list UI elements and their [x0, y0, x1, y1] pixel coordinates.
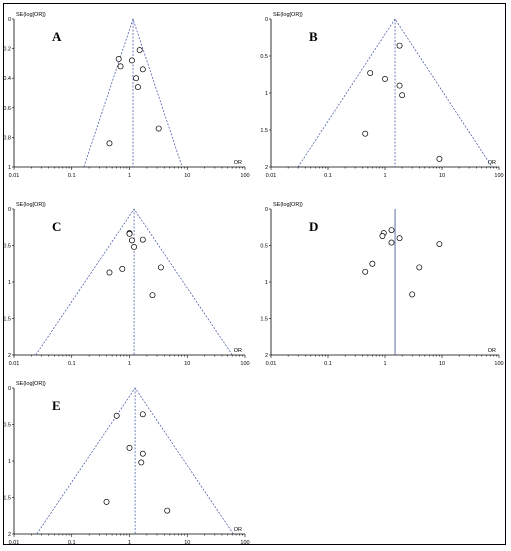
study-point: [437, 241, 442, 246]
y-tick-label: 1: [264, 91, 268, 97]
study-point: [104, 499, 109, 504]
study-point: [368, 70, 373, 75]
y-axis-title: SE(log[OR]): [16, 202, 46, 208]
y-tick-label: 1: [7, 459, 11, 465]
y-tick-label: 1: [264, 280, 268, 286]
y-tick-label: 0.5: [4, 422, 11, 429]
study-point: [363, 269, 368, 274]
y-tick-label: 1.5: [260, 316, 268, 323]
y-tick-label: 1.5: [4, 316, 11, 323]
study-point: [140, 237, 145, 242]
y-tick-label: 2: [264, 165, 268, 171]
figure-frame: [3, 3, 506, 545]
study-point: [135, 84, 140, 89]
study-point: [410, 292, 415, 297]
x-axis-title: OR: [233, 527, 242, 533]
y-tick-label: 1: [7, 280, 11, 286]
panel-c: [4, 202, 250, 367]
study-point: [158, 265, 163, 270]
study-point: [397, 236, 402, 241]
y-tick-label: 0: [7, 386, 11, 392]
panel-b: [260, 12, 503, 179]
study-point: [150, 293, 155, 298]
study-point: [397, 83, 402, 88]
panel-label: B: [309, 29, 318, 44]
x-tick-label: 100: [494, 173, 504, 179]
x-tick-label: 10: [184, 361, 191, 367]
x-tick-label: 0.01: [8, 540, 20, 546]
x-tick-label: 10: [438, 173, 446, 179]
x-tick-label: 10: [438, 361, 446, 367]
y-tick-label: 0.4: [4, 76, 11, 83]
x-tick-label: 100: [240, 173, 250, 179]
x-axis-title: OR: [487, 160, 496, 166]
y-tick-label: 2: [7, 532, 11, 538]
panel-label: D: [309, 219, 319, 234]
y-tick-label: 2: [7, 353, 11, 359]
study-point: [127, 231, 132, 236]
x-tick-label: 1: [127, 361, 132, 367]
study-point: [380, 233, 385, 238]
x-tick-label: 100: [240, 540, 250, 546]
study-point: [156, 126, 161, 131]
study-point: [137, 47, 142, 52]
y-tick-label: 0.8: [4, 135, 11, 142]
y-tick-label: 1.5: [260, 128, 268, 134]
panel-label: A: [52, 29, 62, 44]
y-tick-label: 0.2: [4, 46, 11, 53]
study-point: [107, 270, 112, 275]
x-tick-label: 1: [383, 173, 387, 179]
study-point: [417, 265, 422, 270]
study-point: [389, 240, 394, 245]
x-tick-label: 0.1: [324, 173, 332, 179]
y-tick-label: 0.5: [4, 243, 11, 250]
study-point: [114, 413, 119, 418]
study-point: [107, 141, 112, 146]
y-tick-label: 0: [264, 207, 268, 213]
y-tick-label: 0.5: [260, 54, 268, 60]
study-point: [140, 67, 145, 72]
x-tick-label: 0.01: [265, 361, 277, 367]
x-tick-label: 0.01: [8, 173, 20, 179]
x-tick-label: 0.01: [265, 173, 277, 179]
y-tick-label: 2: [264, 353, 268, 359]
x-tick-label: 0.1: [324, 361, 332, 367]
y-tick-label: 0.6: [4, 105, 11, 112]
x-axis-title: OR: [487, 348, 496, 354]
study-point: [437, 156, 442, 161]
study-point: [389, 228, 394, 233]
panel-label: E: [52, 398, 61, 413]
study-point: [363, 131, 368, 136]
panel-e: [4, 381, 250, 546]
study-point: [139, 460, 144, 465]
study-point: [118, 64, 123, 69]
x-tick-label: 100: [494, 361, 504, 367]
y-axis-title: SE(log[OR]): [273, 202, 303, 208]
x-tick-label: 1: [127, 540, 132, 546]
x-tick-label: 100: [240, 361, 250, 367]
x-tick-label: 1: [127, 173, 132, 179]
y-axis-title: SE(log[OR]): [273, 12, 303, 18]
y-axis-title: SE(log[OR]): [16, 12, 46, 18]
y-tick-label: 0.5: [260, 243, 268, 250]
study-point: [165, 508, 170, 513]
study-point: [133, 76, 138, 81]
x-tick-label: 0.1: [67, 361, 76, 367]
study-point: [140, 451, 145, 456]
x-axis-title: OR: [233, 160, 242, 166]
study-point: [140, 412, 145, 417]
y-tick-label: 1.5: [4, 495, 11, 502]
funnel-plots: [4, 4, 507, 546]
y-tick-label: 0: [264, 17, 268, 23]
panel-d: [260, 202, 503, 367]
x-tick-label: 1: [383, 361, 387, 367]
y-tick-label: 0: [7, 207, 11, 213]
study-point: [397, 43, 402, 48]
y-tick-label: 1: [7, 165, 11, 171]
y-axis-title: SE(log[OR]): [16, 381, 46, 387]
x-axis-title: OR: [233, 348, 242, 354]
study-point: [127, 445, 132, 450]
study-point: [129, 238, 134, 243]
study-point: [370, 261, 375, 266]
x-tick-label: 10: [184, 173, 191, 179]
study-point: [129, 58, 134, 63]
study-point: [400, 93, 405, 98]
study-point: [382, 76, 387, 81]
study-point: [120, 266, 125, 271]
study-point: [116, 56, 121, 61]
study-point: [131, 244, 136, 249]
x-tick-label: 0.1: [67, 173, 76, 179]
panel-label: C: [52, 219, 62, 234]
panel-a: [4, 12, 250, 179]
x-tick-label: 10: [184, 540, 191, 546]
x-tick-label: 0.01: [8, 361, 20, 367]
x-tick-label: 0.1: [67, 540, 76, 546]
y-tick-label: 0: [7, 17, 11, 23]
